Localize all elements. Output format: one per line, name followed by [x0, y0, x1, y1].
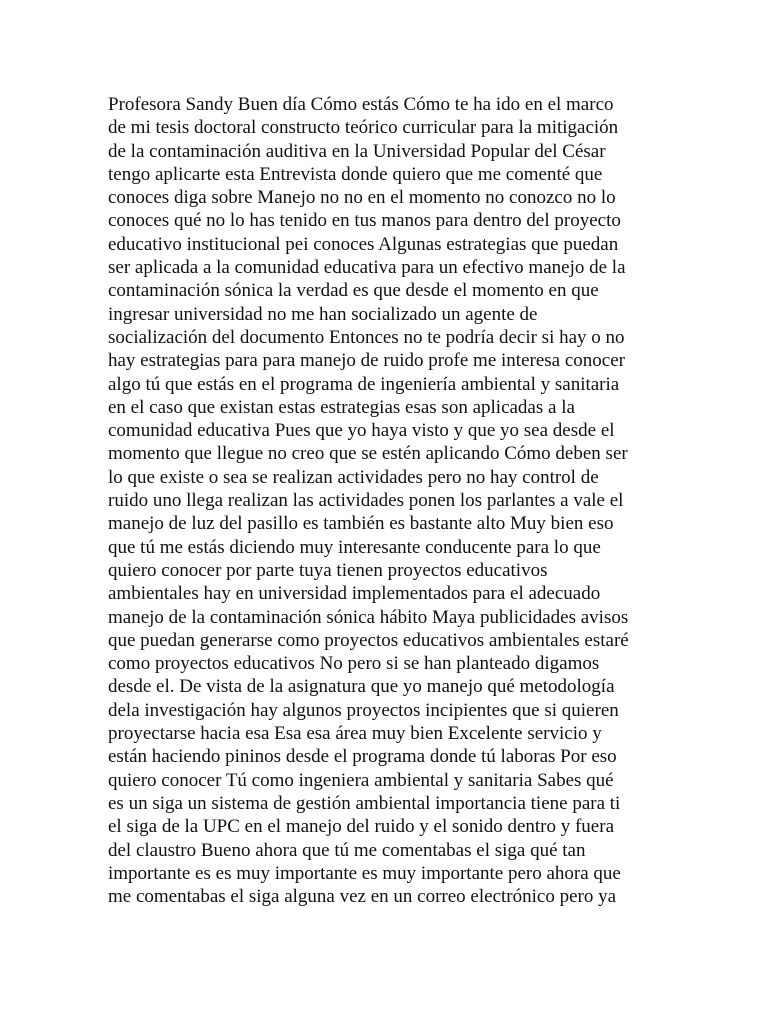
text-line: educativo institucional pei conoces Algunas estrategias que puedan [108, 233, 619, 255]
text-line: desde el. De vista de la asignatura que yo manejo qué metodología [108, 676, 615, 698]
text-line: me comentabas el siga alguna vez en un correo electrónico pero ya [108, 886, 617, 908]
text-line: socialización del documento Entonces no te podría decir si hay o no [108, 326, 625, 348]
text-line: ingresar universidad no me han socializado un agente de [108, 303, 538, 325]
text-line: tengo aplicarte esta Entrevista donde quiero que me comenté que [108, 163, 603, 185]
text-line: manejo de luz del pasillo es también es bastante alto Muy bien eso [108, 513, 614, 535]
text-line: momento que llegue no creo que se estén aplicando Cómo deben ser [108, 443, 628, 465]
text-line: el siga de la UPC en el manejo del ruido y el sonido dentro y fuera [108, 816, 615, 838]
text-line: como proyectos educativos No pero si se han planteado digamos [108, 653, 600, 675]
text-line: ambientales hay en universidad implementados para el adecuado [108, 583, 601, 605]
text-line: algo tú que estás en el programa de ingeniería ambiental y sanitaria [108, 373, 620, 395]
text-line: quiero conocer por parte tuya tienen proyectos educativos [108, 559, 548, 581]
text-line: manejo de la contaminación sónica hábito Maya publicidades avisos [108, 606, 629, 628]
text-line: importante es es muy importante es muy importante pero ahora que [108, 862, 621, 884]
text-line: conoces qué no lo has tenido en tus manos para dentro del proyecto [108, 210, 621, 232]
text-line: conoces diga sobre Manejo no no en el momento no conozco no lo [108, 187, 616, 209]
text-line: de mi tesis doctoral constructo teórico curricular para la mitigación [108, 117, 619, 139]
text-line: en el caso que existan estas estrategias esas son aplicadas a la [108, 396, 575, 418]
text-line: ser aplicada a la comunidad educativa para un efectivo manejo de la [108, 257, 626, 279]
text-line: que puedan generarse como proyectos educativos ambientales estaré [108, 629, 629, 651]
text-line: comunidad educativa Pues que yo haya visto y que yo sea desde el [108, 420, 615, 442]
text-line: contaminación sónica la verdad es que desde el momento en que [108, 280, 599, 302]
text-line: es un siga un sistema de gestión ambiental importancia tiene para ti [108, 792, 621, 814]
text-line: quiero conocer Tú como ingeniera ambiental y sanitaria Sabes qué [108, 769, 614, 791]
text-line: hay estrategias para para manejo de ruido profe me interesa conocer [108, 350, 625, 372]
text-line: están haciendo pininos desde el programa donde tú laboras Por eso [108, 746, 617, 768]
text-line: dela investigación hay algunos proyectos incipientes que si quieren [108, 699, 619, 721]
text-line: lo que existe o sea se realizan actividades pero no hay control de [108, 466, 599, 488]
text-line: Profesora Sandy Buen día Cómo estás Cómo te ha ido en el marco [108, 94, 614, 115]
interview-transcript-text [108, 93, 668, 908]
text-line: que tú me estás diciendo muy interesante conducente para lo que [108, 536, 601, 558]
text-line: ruido uno llega realizan las actividades ponen los parlantes a vale el [108, 490, 624, 512]
text-line: del claustro Bueno ahora que tú me comentabas el siga qué tan [108, 839, 586, 861]
text-line: de la contaminación auditiva en la Universidad Popular del César [108, 140, 606, 162]
text-line: proyectarse hacia esa Esa esa área muy bien Excelente servicio y [108, 723, 602, 745]
